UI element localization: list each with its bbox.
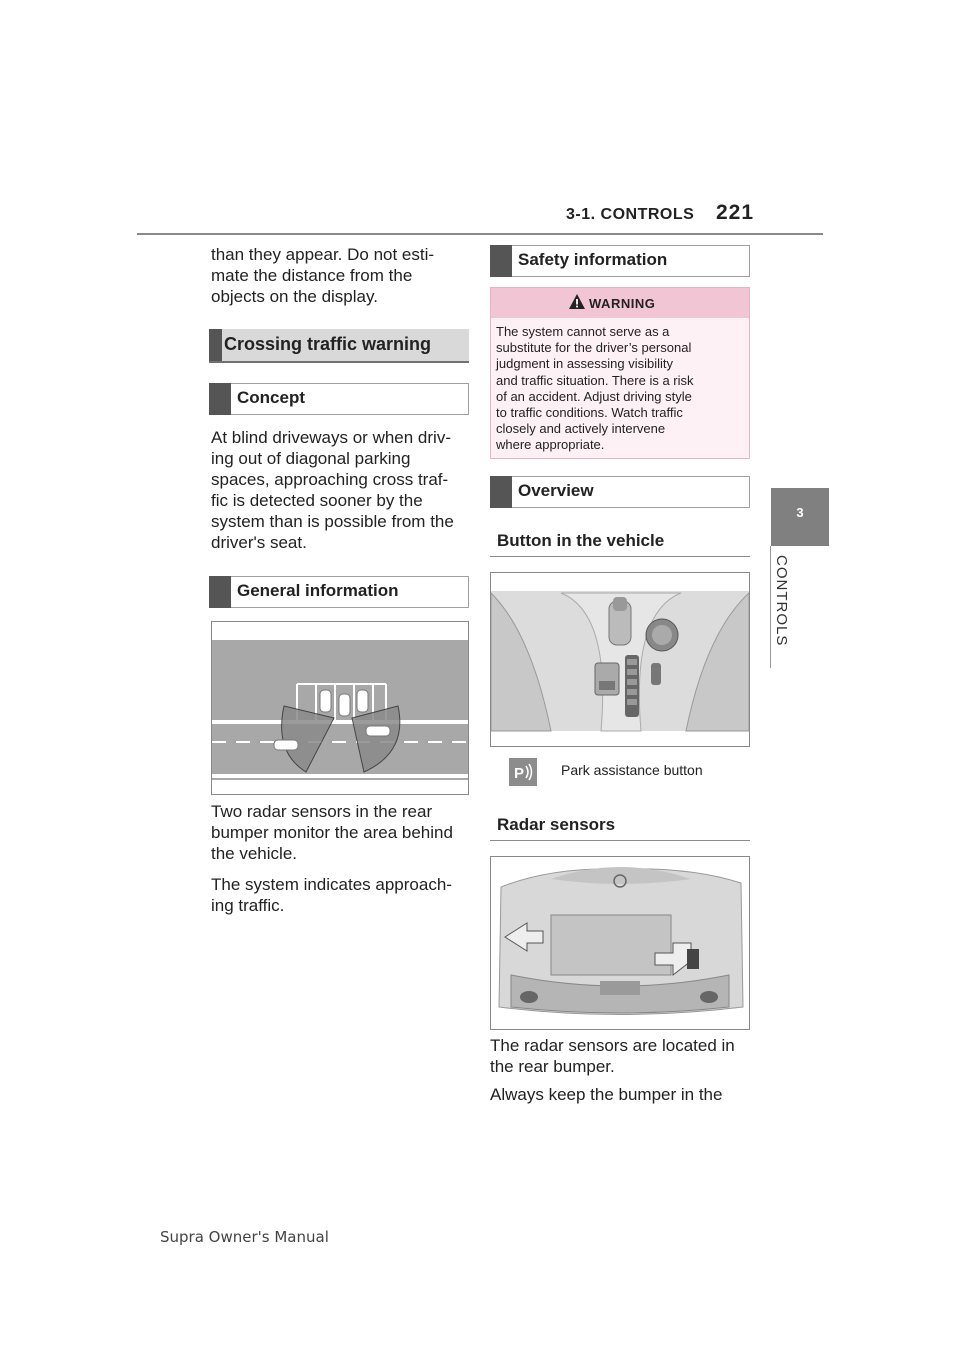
text-line: bumper monitor the area behind bbox=[211, 823, 453, 842]
text-line: spaces, approaching cross traf- bbox=[211, 470, 449, 489]
heading-bar bbox=[490, 476, 512, 508]
heading-bar bbox=[209, 329, 222, 361]
rear-bumper-drawing bbox=[491, 857, 749, 1029]
chapter-number: 3 bbox=[796, 505, 804, 520]
concept-text bbox=[211, 427, 454, 553]
heading-bar bbox=[490, 245, 512, 277]
text-line: ing traffic. bbox=[211, 896, 285, 915]
text-line: The radar sensors are located in bbox=[490, 1036, 735, 1055]
warning-box bbox=[490, 287, 750, 459]
header-rule bbox=[137, 233, 823, 235]
park-assist-symbol bbox=[509, 758, 537, 786]
text-line: At blind driveways or when driv- bbox=[211, 428, 451, 447]
text-line: judgment in assessing visibility bbox=[496, 356, 674, 372]
text-line: where appropriate. bbox=[496, 437, 605, 453]
heading-rule bbox=[490, 840, 750, 841]
text-line: objects on the display. bbox=[211, 287, 378, 306]
heading-text: Safety information bbox=[518, 250, 668, 269]
crossing-traffic-illustration bbox=[211, 621, 469, 795]
text-line: ing out of diagonal parking bbox=[211, 449, 411, 468]
heading-bar bbox=[209, 576, 231, 608]
text-line: Always keep the bumper in the bbox=[490, 1085, 723, 1104]
text-line: The system indicates approach- bbox=[211, 875, 452, 894]
text-line: to traffic conditions. Watch traffic bbox=[496, 405, 683, 421]
text-line: closely and actively intervene bbox=[496, 421, 666, 437]
heading-text: Crossing traffic warning bbox=[224, 334, 432, 354]
text-line: than they appear. Do not esti- bbox=[211, 245, 435, 264]
text-line: the rear bumper. bbox=[490, 1057, 615, 1076]
crossing-traffic-heading bbox=[209, 329, 469, 363]
heading-text: Overview bbox=[518, 481, 594, 500]
heading-text: Concept bbox=[237, 388, 305, 407]
text-line: system than is possible from the bbox=[211, 512, 454, 531]
chapter-title-vertical bbox=[768, 555, 798, 675]
text-line: of an accident. Adjust driving style bbox=[496, 388, 692, 404]
radar-text-1 bbox=[490, 1035, 735, 1077]
svg-text:P: P bbox=[514, 765, 525, 782]
warning-title: WARNING bbox=[589, 296, 656, 311]
heading-rule bbox=[490, 556, 750, 557]
text-line: driver's seat. bbox=[211, 533, 307, 552]
warning-triangle-icon bbox=[568, 293, 586, 310]
button-in-vehicle-heading: Button in the vehicle bbox=[497, 531, 665, 550]
general-text-2 bbox=[211, 874, 452, 916]
vehicle-console-illustration bbox=[490, 572, 750, 747]
rear-bumper-illustration bbox=[490, 856, 750, 1030]
chapter-title: CONTROLS bbox=[773, 555, 790, 647]
park-assistance-label: Park assistance button bbox=[561, 762, 703, 778]
text-line: fic is detected sooner by the bbox=[211, 491, 423, 510]
text-line: substitute for the driver’s personal bbox=[496, 340, 692, 356]
general-information-heading bbox=[209, 576, 469, 608]
intro-text bbox=[211, 244, 434, 307]
text-line: mate the distance from the bbox=[211, 266, 413, 285]
park-assistance-icon bbox=[509, 758, 537, 786]
radar-text-2 bbox=[490, 1084, 722, 1105]
text-line: The system cannot serve as a bbox=[496, 324, 670, 339]
heading-text: General information bbox=[237, 581, 399, 600]
warning-text bbox=[496, 324, 746, 454]
text-line: and traffic situation. There is a risk bbox=[496, 372, 694, 388]
safety-information-heading bbox=[490, 245, 750, 277]
heading-bar bbox=[209, 383, 231, 415]
text-line: Two radar sensors in the rear bbox=[211, 802, 433, 821]
page-number: 221 bbox=[716, 201, 755, 224]
manual-name: Supra Owner's Manual bbox=[160, 1228, 329, 1246]
text-line: the vehicle. bbox=[211, 844, 297, 863]
section-title: 3-1. CONTROLS bbox=[566, 206, 695, 223]
radar-sensors-heading: Radar sensors bbox=[497, 815, 616, 834]
crossing-traffic-diagram bbox=[212, 622, 468, 794]
concept-heading bbox=[209, 383, 469, 415]
general-text-1 bbox=[211, 801, 453, 864]
overview-heading bbox=[490, 476, 750, 508]
center-console-drawing bbox=[491, 573, 749, 746]
